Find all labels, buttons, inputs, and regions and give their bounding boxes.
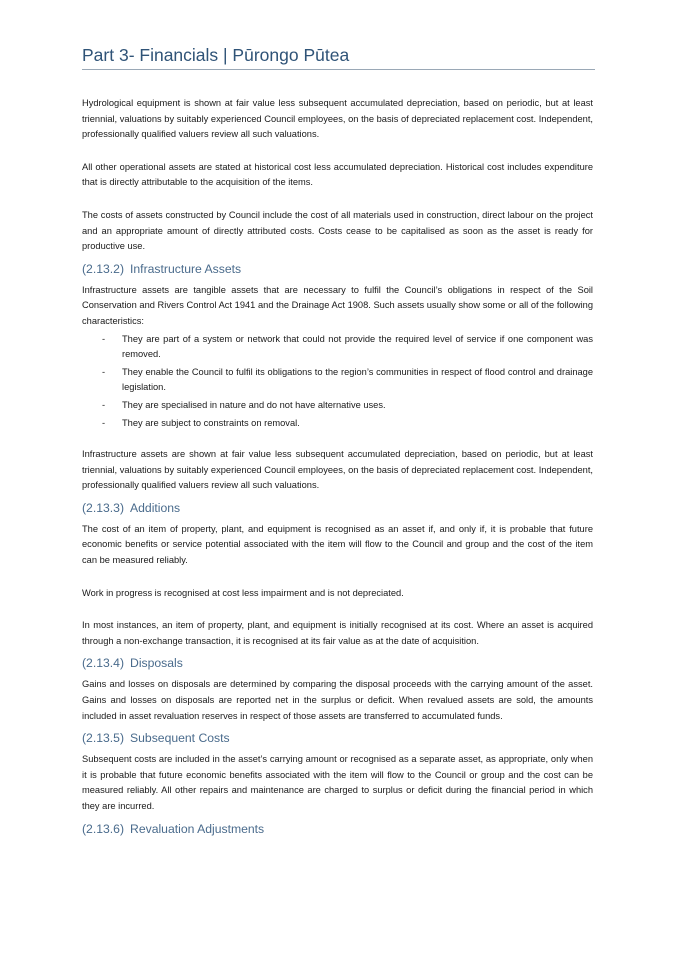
section-number: (2.13.2) bbox=[82, 261, 125, 276]
paragraph-work-in-progress: Work in progress is recognised at cost less impairment and is not depreciated. bbox=[82, 587, 404, 598]
paragraph-additions-recognition: The cost of an item of property, plant, and equipment is recognised as an asset if, and only if, it is probable that future economic benefits or service potential associated with the item will flow to the Council and group and the cost of the item can be measured reliably. bbox=[82, 523, 593, 566]
paragraph-infrastructure-valuation: Infrastructure assets are shown at fair value less subsequent accumulated depreciation, based on periodic, but at least triennial, valuations by suitably experienced Council employees, on the basis of depreciated replacement cost. Independent, professionally qualified valuers review all such valuations. bbox=[82, 449, 593, 491]
section-title: Additions bbox=[130, 500, 181, 515]
list-item: - They are part of a system or network that could not provide the required level of service if one component was removed. bbox=[102, 333, 593, 360]
section-number: (2.13.5) bbox=[82, 731, 125, 746]
header-divider bbox=[82, 69, 595, 70]
section-title: Disposals bbox=[130, 656, 183, 671]
section-number: (2.13.6) bbox=[82, 821, 125, 836]
list-item: - They are subject to constraints on removal. bbox=[82, 416, 593, 432]
heading-additions bbox=[82, 500, 593, 517]
paragraph-operational-assets: All other operational assets are stated at historical cost less accumulated depreciation. Historical cost includes expenditure that is directly attributable to the acquisition of the items. bbox=[82, 161, 593, 188]
section-number: (2.13.3) bbox=[82, 500, 125, 515]
paragraph-constructed-assets: The costs of assets constructed by Council include the cost of all materials used in construction, direct labour on the project and an appropriate amount of directly attributed costs. Costs cease to be capitalised as soon as the asset is ready for productive use. bbox=[82, 209, 593, 252]
section-title: Revaluation Adjustments bbox=[130, 821, 265, 836]
list-item: - They enable the Council to fulfil its obligations to the region’s communities in respect of flood control and drainage legislation. bbox=[102, 366, 593, 393]
dash-bullet: - bbox=[102, 366, 106, 377]
heading-revaluation-adjustments bbox=[82, 821, 593, 838]
page-title: Part 3- Financials | Pūrongo Pūtea bbox=[82, 45, 350, 65]
paragraph-subsequent-costs: Subsequent costs are included in the asset’s carrying amount or recognised as a separate asset, as appropriate, only when it is probable that future economic benefits associated with the item will flow to the Council or group and the cost can be measured reliably. All other repairs and maintenance are charged to surplus or deficit during the financial period in which they are incurred. bbox=[82, 754, 593, 811]
heading-subsequent-costs bbox=[82, 730, 593, 747]
list-item: - They are specialised in nature and do not have alternative uses. bbox=[82, 398, 593, 414]
heading-disposals bbox=[82, 655, 593, 672]
section-number: (2.13.4) bbox=[82, 656, 125, 671]
section-title: Infrastructure Assets bbox=[130, 261, 242, 276]
paragraph-hydrological: Hydrological equipment is shown at fair value less subsequent accumulated depreciation, based on periodic, but at least triennial, valuations by suitably experienced Council employees, on the basis of depreciated replacement cost. Independent, professionally qualified valuers review all such valuations. bbox=[82, 98, 593, 140]
section-title: Subsequent Costs bbox=[130, 731, 230, 746]
paragraph-initial-recognition: In most instances, an item of property, plant, and equipment is initially recognised at its cost. Where an asset is acquired through a non-exchange transaction, it is recognised at its fair value as at the date of acquisition. bbox=[82, 620, 593, 646]
dash-bullet: - bbox=[102, 417, 106, 428]
paragraph-disposals: Gains and losses on disposals are determined by comparing the disposal proceeds with the carrying amount of the asset. Gains and losses on disposals are reported net in the surplus or deficit. When revalued assets are sold, the amounts included in asset revaluation reserves in respect of those assets are transferred to accumulated funds. bbox=[82, 679, 593, 721]
infrastructure-characteristics-list bbox=[82, 332, 593, 432]
paragraph-infrastructure-intro: Infrastructure assets are tangible assets that are necessary to fulfil the Council’s obligations in respect of the Soil Conservation and Rivers Control Act 1941 and the Drainage Act 1908. Such assets usually show some or all of the following characteristics: bbox=[82, 284, 593, 326]
dash-bullet: - bbox=[102, 333, 106, 344]
heading-infrastructure-assets bbox=[82, 261, 593, 278]
document-body bbox=[82, 96, 593, 838]
dash-bullet: - bbox=[102, 399, 106, 410]
